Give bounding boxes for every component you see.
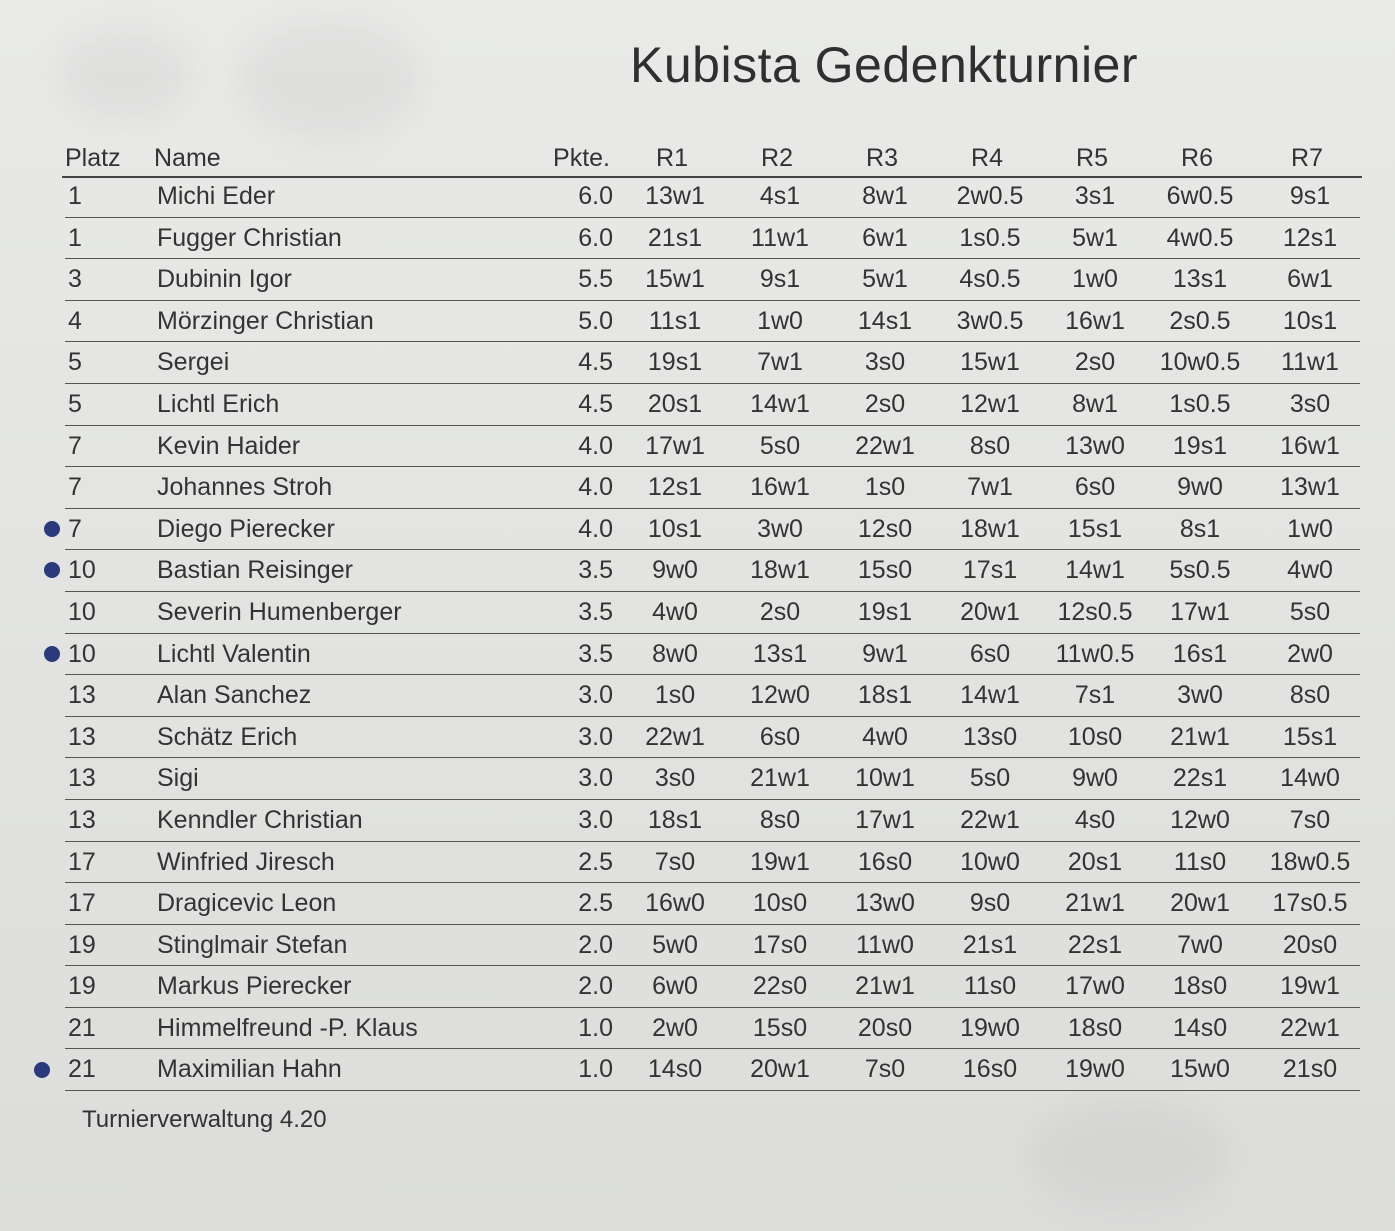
cell-round-6: 9w0 — [1177, 473, 1223, 502]
cell-round-4: 3w0.5 — [956, 306, 1024, 335]
cell-name: Maximilian Hahn — [157, 1055, 342, 1084]
cell-name: Dragicevic Leon — [157, 889, 337, 918]
cell-round-4: 10w0 — [960, 847, 1020, 876]
cell-platz: 17 — [68, 847, 96, 876]
table-row — [65, 800, 1360, 842]
column-header-r3: R3 — [866, 144, 898, 172]
cell-platz: 7 — [68, 473, 82, 502]
cell-round-2: 2s0 — [759, 597, 801, 626]
cell-name: Sergei — [157, 348, 230, 377]
cell-round-7: 20s0 — [1282, 930, 1338, 959]
table-row — [65, 634, 1360, 676]
cell-round-1: 2w0 — [652, 1013, 698, 1042]
cell-round-2: 9s1 — [759, 265, 801, 294]
table-header — [62, 140, 1362, 178]
cell-name: Winfried Jiresch — [157, 847, 335, 876]
cell-round-2: 10s0 — [752, 889, 808, 918]
cell-round-1: 8w0 — [652, 639, 698, 668]
cell-round-5: 16w1 — [1065, 306, 1125, 335]
cell-pkte: 2.5 — [578, 847, 613, 876]
cell-round-1: 16w0 — [645, 889, 705, 918]
cell-pkte: 2.0 — [578, 930, 613, 959]
table-row — [65, 176, 1360, 218]
cell-round-4: 8s0 — [969, 431, 1011, 460]
cell-round-4: 19w0 — [960, 1013, 1020, 1042]
cell-round-2: 16w1 — [750, 473, 810, 502]
cell-platz: 4 — [68, 306, 82, 335]
column-header-platz: Platz — [65, 144, 121, 172]
paper-smudge — [60, 30, 190, 120]
cell-name: Schätz Erich — [157, 722, 298, 751]
cell-round-7: 11w1 — [1281, 348, 1339, 377]
cell-round-5: 11w0.5 — [1055, 639, 1135, 668]
cell-platz: 5 — [68, 348, 82, 377]
ink-mark-icon — [44, 646, 60, 662]
cell-round-3: 5w1 — [862, 265, 908, 294]
cell-pkte: 3.5 — [578, 597, 613, 626]
cell-round-4: 5s0 — [969, 764, 1011, 793]
cell-round-7: 3s0 — [1289, 389, 1331, 418]
cell-round-2: 18w1 — [750, 556, 810, 585]
cell-platz: 10 — [68, 639, 96, 668]
cell-round-7: 22w1 — [1280, 1013, 1340, 1042]
cell-round-4: 11s0 — [963, 972, 1017, 1001]
table-row — [65, 883, 1360, 925]
ink-mark-icon — [34, 1062, 50, 1078]
cell-round-4: 17s1 — [962, 556, 1018, 585]
cell-round-6: 14s0 — [1172, 1013, 1228, 1042]
cell-round-7: 15s1 — [1282, 722, 1338, 751]
cell-name: Fugger Christian — [157, 223, 342, 252]
cell-round-3: 3s0 — [864, 348, 906, 377]
cell-round-5: 7s1 — [1074, 681, 1116, 710]
cell-pkte: 3.0 — [578, 805, 613, 834]
cell-name: Himmelfreund -P. Klaus — [157, 1013, 418, 1042]
cell-round-6: 6w0.5 — [1166, 182, 1234, 210]
cell-round-1: 19s1 — [647, 348, 703, 377]
table-row — [65, 758, 1360, 800]
table-row — [65, 925, 1360, 967]
cell-pkte: 4.0 — [578, 431, 613, 460]
cell-round-1: 12s1 — [647, 473, 703, 502]
column-header-r6: R6 — [1181, 144, 1213, 172]
cell-round-7: 5s0 — [1289, 597, 1331, 626]
cell-round-3: 14s1 — [857, 306, 913, 335]
cell-name: Dubinin Igor — [157, 265, 292, 294]
cell-round-4: 16s0 — [962, 1055, 1018, 1084]
cell-platz: 13 — [68, 722, 96, 751]
cell-round-4: 9s0 — [969, 889, 1011, 918]
cell-round-4: 1s0.5 — [959, 223, 1021, 252]
cell-pkte: 4.0 — [578, 473, 613, 502]
cell-name: Lichtl Valentin — [157, 639, 311, 668]
cell-round-1: 20s1 — [647, 389, 703, 418]
cell-round-6: 12w0 — [1170, 805, 1230, 834]
cell-pkte: 4.0 — [578, 514, 613, 543]
cell-round-5: 17w0 — [1065, 972, 1125, 1001]
paper-smudge — [1030, 1100, 1230, 1210]
cell-round-7: 16w1 — [1280, 431, 1340, 460]
cell-round-5: 5w1 — [1072, 223, 1118, 252]
cell-round-6: 8s1 — [1179, 514, 1221, 543]
cell-name: Mörzinger Christian — [157, 306, 374, 335]
cell-round-2: 7w1 — [757, 348, 803, 377]
cell-platz: 10 — [68, 556, 96, 585]
ink-mark-icon — [44, 521, 60, 537]
cell-round-3: 6w1 — [862, 223, 908, 252]
cell-name: Alan Sanchez — [157, 681, 312, 710]
cell-round-2: 5s0 — [759, 431, 801, 460]
cell-round-1: 22w1 — [645, 722, 705, 751]
cell-round-2: 19w1 — [750, 847, 810, 876]
table-row — [65, 218, 1360, 260]
cell-round-6: 22s1 — [1172, 764, 1228, 793]
cell-round-2: 3w0 — [757, 514, 803, 543]
cell-round-7: 12s1 — [1282, 223, 1338, 252]
cell-round-5: 18s0 — [1067, 1013, 1123, 1042]
cell-round-4: 21s1 — [962, 930, 1018, 959]
column-header-r5: R5 — [1076, 144, 1108, 172]
cell-round-6: 2s0.5 — [1169, 306, 1231, 335]
cell-platz: 1 — [68, 182, 82, 210]
cell-round-3: 7s0 — [864, 1055, 906, 1084]
column-header-name: Name — [154, 144, 221, 172]
cell-round-5: 10s0 — [1067, 722, 1123, 751]
cell-round-5: 2s0 — [1074, 348, 1116, 377]
cell-round-6: 18s0 — [1172, 972, 1228, 1001]
cell-round-4: 20w1 — [960, 597, 1020, 626]
cell-round-5: 9w0 — [1072, 764, 1118, 793]
cell-round-2: 12w0 — [750, 681, 810, 710]
cell-pkte: 2.5 — [578, 889, 613, 918]
table-row — [65, 717, 1360, 759]
cell-round-5: 3s1 — [1074, 182, 1116, 210]
cell-round-6: 4w0.5 — [1166, 223, 1234, 252]
cell-round-3: 13w0 — [855, 889, 915, 918]
cell-round-7: 21s0 — [1282, 1055, 1338, 1084]
table-row — [65, 467, 1360, 509]
cell-round-5: 8w1 — [1072, 389, 1118, 418]
table-row — [65, 342, 1360, 384]
cell-round-5: 15s1 — [1067, 514, 1123, 543]
cell-pkte: 3.0 — [578, 722, 613, 751]
cell-name: Severin Humenberger — [157, 597, 402, 626]
cell-round-5: 21w1 — [1065, 889, 1125, 918]
cell-round-6: 19s1 — [1172, 431, 1228, 460]
cell-round-5: 14w1 — [1065, 556, 1125, 585]
cell-platz: 1 — [68, 223, 82, 252]
cell-round-1: 10s1 — [647, 514, 703, 543]
cell-round-1: 1s0 — [654, 681, 696, 710]
cell-round-3: 2s0 — [864, 389, 906, 418]
cell-round-7: 18w0.5 — [1269, 847, 1351, 876]
cell-round-4: 6s0 — [969, 639, 1011, 668]
table-row — [65, 550, 1360, 592]
cell-round-7: 9s1 — [1289, 182, 1331, 210]
cell-round-6: 20w1 — [1170, 889, 1230, 918]
cell-round-2: 20w1 — [750, 1055, 810, 1084]
column-header-pkte: Pkte. — [553, 144, 610, 172]
cell-round-2: 17s0 — [752, 930, 808, 959]
cell-round-3: 11w0 — [856, 930, 914, 959]
cell-round-3: 12s0 — [857, 514, 913, 543]
cell-name: Bastian Reisinger — [157, 556, 353, 585]
cell-platz: 13 — [68, 764, 96, 793]
table-row — [65, 1008, 1360, 1050]
table-row — [65, 301, 1360, 343]
cell-round-3: 21w1 — [855, 972, 915, 1001]
cell-platz: 17 — [68, 889, 96, 918]
cell-round-7: 2w0 — [1287, 639, 1333, 668]
paper-smudge — [240, 20, 420, 140]
cell-round-1: 11s1 — [648, 306, 702, 335]
cell-round-1: 21s1 — [647, 223, 703, 252]
cell-round-7: 1w0 — [1287, 514, 1333, 543]
cell-pkte: 4.5 — [578, 389, 613, 418]
cell-round-2: 4s1 — [759, 182, 801, 210]
cell-pkte: 3.5 — [578, 639, 613, 668]
cell-round-5: 6s0 — [1074, 473, 1116, 502]
cell-pkte: 6.0 — [578, 182, 613, 210]
cell-name: Kenndler Christian — [157, 805, 363, 834]
table-row — [65, 592, 1360, 634]
cell-platz: 7 — [68, 431, 82, 460]
cell-name: Michi Eder — [157, 182, 276, 210]
cell-round-7: 7s0 — [1289, 805, 1331, 834]
cell-round-1: 5w0 — [652, 930, 698, 959]
cell-round-3: 9w1 — [862, 639, 908, 668]
cell-round-3: 16s0 — [857, 847, 913, 876]
cell-round-3: 17w1 — [855, 805, 915, 834]
cell-round-1: 17w1 — [645, 431, 705, 460]
cell-round-6: 13s1 — [1172, 265, 1228, 294]
cell-pkte: 3.5 — [578, 556, 613, 585]
cell-round-7: 17s0.5 — [1272, 889, 1348, 918]
cell-round-5: 1w0 — [1072, 265, 1118, 294]
table-row — [65, 509, 1360, 551]
cell-platz: 21 — [68, 1055, 96, 1084]
cell-round-2: 8s0 — [759, 805, 801, 834]
cell-round-2: 1w0 — [757, 306, 803, 335]
cell-round-4: 12w1 — [960, 389, 1020, 418]
cell-round-1: 14s0 — [647, 1055, 703, 1084]
standings-table — [65, 176, 1360, 1091]
cell-pkte: 4.5 — [578, 348, 613, 377]
cell-round-6: 11s0 — [1173, 847, 1227, 876]
cell-round-4: 13s0 — [962, 722, 1018, 751]
cell-round-2: 11w1 — [751, 223, 809, 252]
table-row — [65, 426, 1360, 468]
cell-round-1: 3s0 — [654, 764, 696, 793]
cell-round-3: 20s0 — [857, 1013, 913, 1042]
cell-round-2: 15s0 — [752, 1013, 808, 1042]
cell-platz: 21 — [68, 1013, 96, 1042]
cell-pkte: 2.0 — [578, 972, 613, 1001]
column-header-r7: R7 — [1291, 144, 1323, 172]
cell-name: Sigi — [157, 764, 199, 793]
cell-round-6: 3w0 — [1177, 681, 1223, 710]
cell-platz: 19 — [68, 930, 96, 959]
cell-round-6: 15w0 — [1170, 1055, 1230, 1084]
cell-name: Markus Pierecker — [157, 972, 352, 1001]
page-title: Kubista Gedenkturnier — [630, 37, 1139, 93]
cell-round-1: 13w1 — [645, 182, 705, 210]
cell-pkte: 6.0 — [578, 223, 613, 252]
cell-name: Kevin Haider — [157, 431, 301, 460]
cell-round-7: 19w1 — [1280, 972, 1340, 1001]
cell-round-6: 21w1 — [1170, 722, 1230, 751]
cell-round-2: 13s1 — [752, 639, 808, 668]
cell-round-3: 8w1 — [862, 182, 908, 210]
column-header-r2: R2 — [761, 144, 793, 172]
cell-round-3: 1s0 — [864, 473, 906, 502]
cell-platz: 5 — [68, 389, 82, 418]
cell-name: Diego Pierecker — [157, 514, 335, 543]
cell-round-1: 18s1 — [647, 805, 703, 834]
cell-round-7: 14w0 — [1280, 764, 1340, 793]
cell-round-5: 12s0.5 — [1057, 597, 1133, 626]
cell-round-3: 15s0 — [857, 556, 913, 585]
cell-round-2: 6s0 — [759, 722, 801, 751]
cell-round-5: 13w0 — [1065, 431, 1125, 460]
cell-round-3: 10w1 — [855, 764, 915, 793]
cell-pkte: 1.0 — [578, 1055, 613, 1084]
cell-round-7: 4w0 — [1287, 556, 1333, 585]
cell-round-7: 10s1 — [1282, 306, 1338, 335]
column-header-r4: R4 — [971, 144, 1003, 172]
cell-round-1: 6w0 — [652, 972, 698, 1001]
cell-pkte: 5.5 — [578, 265, 613, 294]
cell-name: Johannes Stroh — [157, 473, 333, 502]
table-row — [65, 966, 1360, 1008]
cell-round-4: 15w1 — [960, 348, 1020, 377]
cell-round-2: 22s0 — [752, 972, 808, 1001]
cell-platz: 3 — [68, 265, 82, 294]
cell-round-4: 22w1 — [960, 805, 1020, 834]
cell-round-2: 21w1 — [750, 764, 810, 793]
cell-round-4: 14w1 — [960, 681, 1020, 710]
cell-round-5: 19w0 — [1065, 1055, 1125, 1084]
footer-software-version: Turnierverwaltung 4.20 — [82, 1106, 327, 1133]
cell-pkte: 3.0 — [578, 764, 613, 793]
cell-round-6: 5s0.5 — [1169, 556, 1231, 585]
cell-round-5: 22s1 — [1067, 930, 1123, 959]
cell-round-3: 4w0 — [862, 722, 908, 751]
cell-platz: 13 — [68, 805, 96, 834]
table-row — [65, 842, 1360, 884]
cell-round-1: 15w1 — [645, 265, 705, 294]
cell-pkte: 5.0 — [578, 306, 613, 335]
cell-platz: 13 — [68, 681, 96, 710]
cell-round-3: 18s1 — [857, 681, 913, 710]
column-header-r1: R1 — [656, 144, 688, 172]
cell-name: Lichtl Erich — [157, 389, 280, 418]
cell-pkte: 1.0 — [578, 1013, 613, 1042]
cell-round-3: 19s1 — [857, 597, 913, 626]
cell-round-4: 4s0.5 — [959, 265, 1021, 294]
cell-round-4: 7w1 — [967, 473, 1013, 502]
cell-round-5: 20s1 — [1067, 847, 1123, 876]
cell-platz: 10 — [68, 597, 96, 626]
cell-round-2: 14w1 — [750, 389, 810, 418]
table-row — [65, 1049, 1360, 1091]
cell-round-1: 7s0 — [654, 847, 696, 876]
cell-platz: 7 — [68, 514, 82, 543]
cell-round-6: 1s0.5 — [1169, 389, 1231, 418]
cell-round-1: 4w0 — [652, 597, 698, 626]
table-row — [65, 259, 1360, 301]
cell-round-4: 2w0.5 — [956, 182, 1024, 210]
cell-round-6: 10w0.5 — [1159, 348, 1241, 377]
cell-round-7: 6w1 — [1287, 265, 1333, 294]
table-row — [65, 675, 1360, 717]
cell-pkte: 3.0 — [578, 681, 613, 710]
cell-round-6: 17w1 — [1170, 597, 1230, 626]
cell-round-1: 9w0 — [652, 556, 698, 585]
cell-round-5: 4s0 — [1074, 805, 1116, 834]
cell-round-7: 8s0 — [1289, 681, 1331, 710]
cell-round-7: 13w1 — [1280, 473, 1340, 502]
cell-round-3: 22w1 — [855, 431, 915, 460]
cell-name: Stinglmair Stefan — [157, 930, 348, 959]
cell-round-6: 16s1 — [1172, 639, 1228, 668]
cell-round-6: 7w0 — [1177, 930, 1223, 959]
cell-round-4: 18w1 — [960, 514, 1020, 543]
cell-platz: 19 — [68, 972, 96, 1001]
table-row — [65, 384, 1360, 426]
